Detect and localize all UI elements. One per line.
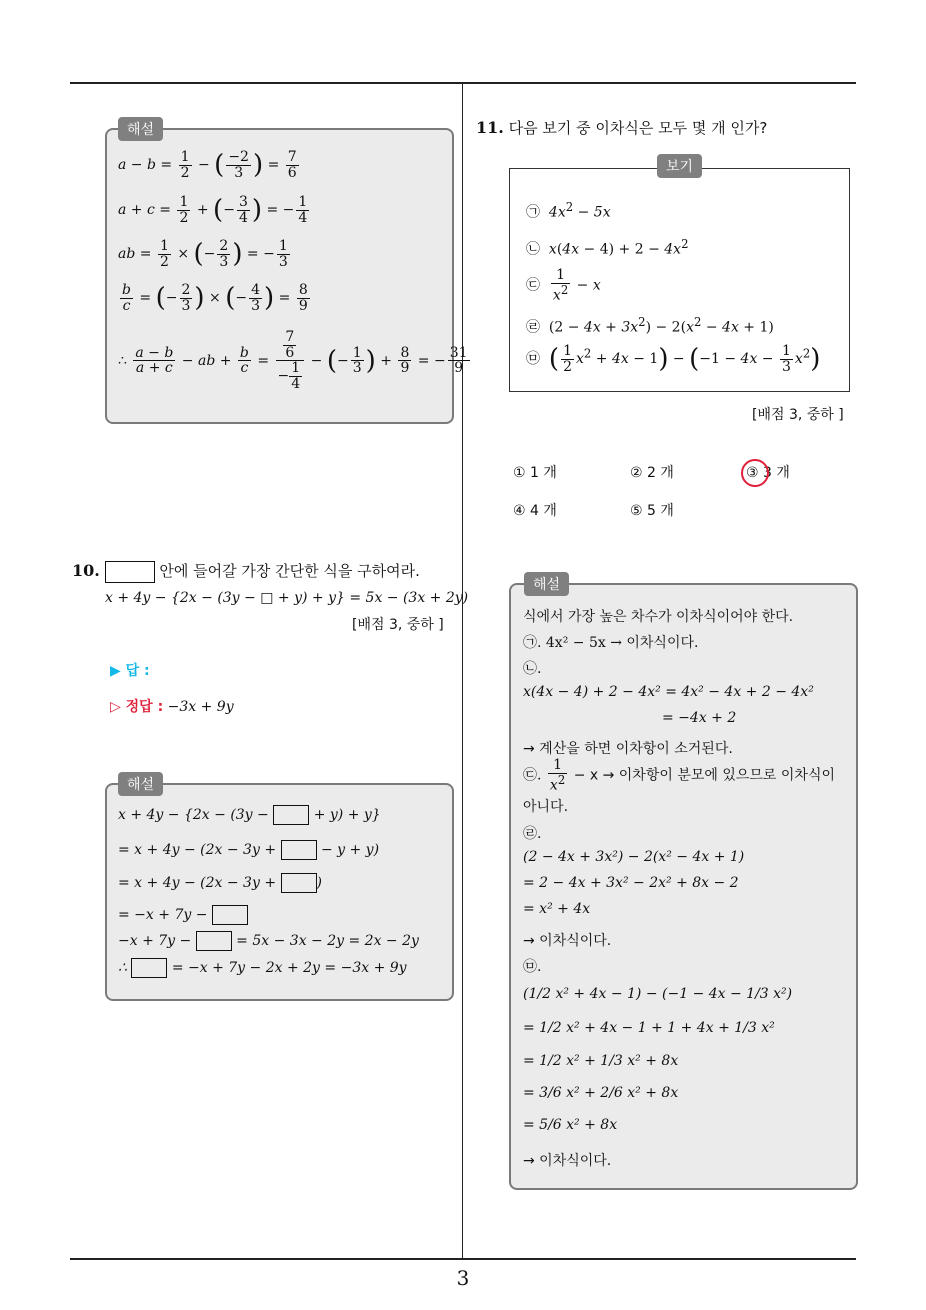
q11-sol-2-head: ㉡. (523, 661, 542, 677)
q11-sol-2b: = −4x + 2 (662, 710, 737, 726)
q9-line-1: a − b = $\frac{1}{2}$ − ( $\frac{-2}{3}$ ) = $\frac{7}{6}$ (118, 149, 297, 181)
q11-sol-1: ㉠. 4x² − 5x → 이차식이다. (523, 635, 699, 651)
q10-sol-line-2: = x + 4y − (2x − 3y + − y + y) (118, 842, 380, 858)
q10-correct-answer (110, 696, 234, 716)
q11-sol-5c: = 1/2 x² + 1/3 x² + 8x (523, 1053, 679, 1069)
q10-number: 10. (72, 561, 100, 580)
q9-explanation-tag: 해설 (118, 117, 163, 141)
q11-item-3: ㉢ $\frac{1}{x^2}$ − x (526, 267, 601, 304)
q10-correct-label: ▷ 정답 : (110, 699, 164, 715)
q10-sol-line-4: = −x + 7y − (118, 905, 248, 925)
blank-box (196, 931, 232, 951)
q11-sol-3c: 아니다. (523, 799, 569, 815)
q11-sol-4d: → 이차식이다. (523, 933, 612, 949)
q9-line-5: ∴ $\frac{a - b}{a + c}$ − ab + $\frac{b}{c}$ = $\frac{7}{6}$ − $\frac{1}{4}$ − (− $\frac{1}{3}$ ) + $\frac{8}{9}$ = − $\frac{31}{9}$ (118, 329, 468, 393)
q11-sol-5f: → 이차식이다. (523, 1153, 612, 1169)
q10-sol-line-3: = x + 4y − (2x − 3y + ) (118, 875, 322, 891)
q11-choice-4[interactable]: ④ 4 개 (513, 503, 557, 519)
blank-box (212, 905, 248, 925)
q9-line-4: $\frac{b}{c}$ = (− $\frac{2}{3}$ ) × (− $\frac{4}{3}$ ) = $\frac{8}{9}$ (122, 282, 308, 314)
q11-number: 11. (476, 118, 504, 137)
q11-sol-5e: = 5/6 x² + 8x (523, 1117, 618, 1133)
q11-item-2: ㉡ $x(4x - 4) + 2 - 4x^2$ (526, 237, 689, 258)
q10-question (72, 560, 420, 583)
q10-points: [배점 3, 중하 ] (352, 617, 444, 633)
q10-sol-line-5: −x + 7y − = 5x − 3x − 2y = 2x − 2y (118, 933, 419, 949)
q11-sol-4c: = x² + 4x (523, 901, 591, 917)
top-rule (70, 82, 856, 84)
q11-question (476, 117, 767, 138)
blank-box (281, 873, 317, 893)
q9-line-3: ab = $\frac{1}{2}$ × (− $\frac{2}{3}$ ) = − $\frac{1}{3}$ (118, 238, 288, 270)
q11-bogi-tag: 보기 (657, 154, 702, 178)
q11-sol-3: ㉢. $\frac{1}{x^2}$ − x → 이차항이 분모에 있으므로 이차식이 (523, 757, 835, 794)
q11-selected-mark (741, 459, 769, 487)
q11-prompt: 다음 보기 중 이차식은 모두 몇 개 인가? (508, 119, 768, 137)
q11-sol-2c: → 계산을 하면 이차항이 소거된다. (523, 741, 733, 757)
q10-sol-line-6: ∴ = −x + 7y − 2x + 2y = −3x + 9y (118, 960, 407, 976)
page-number: 3 (456, 1266, 470, 1290)
q11-sol-4a: (2 − 4x + 3x²) − 2(x² − 4x + 1) (523, 849, 745, 865)
q11-sol-5b: = 1/2 x² + 4x − 1 + 1 + 4x + 1/3 x² (523, 1020, 775, 1036)
q11-sol-5-head: ㉤. (523, 959, 542, 975)
q11-explanation-tag: 해설 (524, 572, 569, 596)
q11-choice-5[interactable]: ⑤ 5 개 (630, 503, 674, 519)
q10-answer-label: ▶ 답 : (110, 663, 150, 679)
q10-explanation-tag: 해설 (118, 772, 163, 796)
q11-choice-3[interactable]: ③ 3 개 (746, 465, 790, 481)
q9-line-2: a + c = $\frac{1}{2}$ + (− $\frac{3}{4}$ ) = − $\frac{1}{4}$ (118, 194, 308, 226)
q11-sol-5d: = 3/6 x² + 2/6 x² + 8x (523, 1085, 679, 1101)
q11-sol-2a: x(4x − 4) + 2 − 4x² = 4x² − 4x + 2 − 4x² (523, 684, 814, 700)
q11-item-1: ㉠ $4x^2 - 5x$ (526, 200, 611, 221)
q11-choice-2[interactable]: ② 2 개 (630, 465, 674, 481)
q11-sol-5a: (1/2 x² + 4x − 1) − (−1 − 4x − 1/3 x²) (523, 986, 793, 1002)
q11-item-5: ㉤ ( $\frac{1}{2}$ $x^2 + 4x - 1) - (-1 - 4x$ − $\frac{1}{3}$ $x^2$) (526, 343, 821, 375)
q11-sol-4-head: ㉣. (523, 826, 542, 842)
q10-equation: x + 4y − {2x − (3y − □ + y) + y} = 5x − (3x + 2y) (105, 590, 469, 606)
q11-points: [배점 3, 중하 ] (752, 407, 844, 423)
q11-item-4: ㉣ $(2 - 4x + 3x^2) - 2(x^2 - 4x + 1)$ (526, 315, 774, 336)
q10-prompt: 안에 들어갈 가장 간단한 식을 구하여라. (159, 562, 420, 580)
blank-box (131, 958, 167, 978)
q10-correct-value: −3x + 9y (167, 699, 234, 715)
q10-sol-line-1: x + 4y − {2x − (3y − + y) + y} (118, 807, 381, 823)
column-divider (462, 84, 463, 1260)
blank-box (281, 840, 317, 860)
blank-box (273, 805, 309, 825)
q11-sol-4b: = 2 − 4x + 3x² − 2x² + 8x − 2 (523, 875, 739, 891)
q10-blank-box (105, 561, 155, 583)
q11-sol-intro: 식에서 가장 높은 차수가 이차식이어야 한다. (523, 609, 794, 625)
bottom-rule (70, 1258, 856, 1260)
q11-choice-1[interactable]: ① 1 개 (513, 465, 557, 481)
